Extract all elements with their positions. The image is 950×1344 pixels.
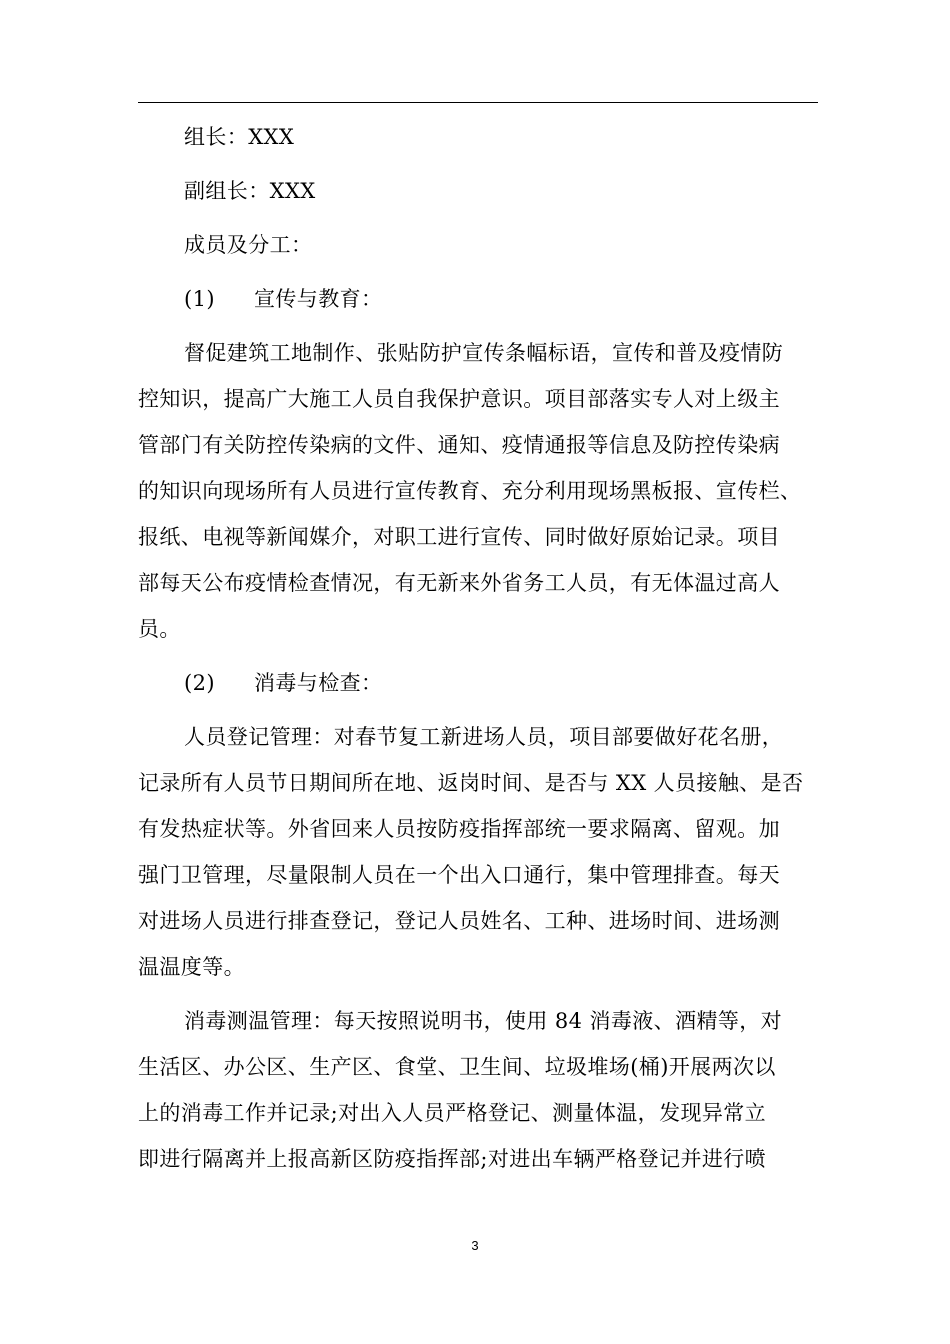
- section-1-paragraph: [138, 330, 828, 652]
- section-1-title: 宣传与教育：: [254, 287, 383, 311]
- members-heading: 成员及分工：: [184, 233, 313, 257]
- paragraph-line: 即进行隔离并上报高新区防疫指挥部;对进出车辆严格登记并进行喷: [138, 1147, 767, 1171]
- paragraph-line: 人员登记管理：对春节复工新进场人员，项目部要做好花名册，: [184, 725, 784, 749]
- section-2-title: 消毒与检查：: [254, 671, 383, 695]
- paragraph-line: 生活区、办公区、生产区、食堂、卫生间、垃圾堆场(桶)开展两次以: [138, 1055, 776, 1079]
- paragraph-line: 上的消毒工作并记录;对出入人员严格登记、测量体温，发现异常立: [138, 1101, 767, 1125]
- section-1-heading: [138, 276, 828, 322]
- paragraph-line: 员。: [138, 617, 181, 641]
- paragraph-line: 管部门有关防控传染病的文件、通知、疫情通报等信息及防控传染病: [138, 433, 780, 457]
- deputy-leader-line: 副组长：XXX: [184, 179, 316, 203]
- leader-line: 组长：XXX: [184, 125, 295, 149]
- paragraph-line: 温温度等。: [138, 955, 245, 979]
- paragraph-line: 对进场人员进行排查登记，登记人员姓名、工种、进场时间、进场测: [138, 909, 780, 933]
- paragraph-line: 强门卫管理，尽量限制人员在一个出入口通行，集中管理排查。每天: [138, 863, 780, 887]
- paragraph-line: 报纸、电视等新闻媒介，对职工进行宣传、同时做好原始记录。项目: [138, 525, 780, 549]
- paragraph-line: 的知识向现场所有人员进行宣传教育、充分利用现场黑板报、宣传栏、: [138, 479, 802, 503]
- paragraph-line: 消毒测温管理：每天按照说明书，使用 84 消毒液、酒精等，对: [184, 1009, 783, 1033]
- section-2-heading: [138, 660, 828, 706]
- document-body: [138, 114, 828, 1182]
- section-1-number: (1): [184, 287, 215, 311]
- section-2-number: (2): [184, 671, 215, 695]
- header-rule: [138, 102, 818, 103]
- paragraph-line: 控知识，提高广大施工人员自我保护意识。项目部落实专人对上级主: [138, 387, 780, 411]
- disinfection-paragraph: [138, 998, 828, 1182]
- paragraph-line: 督促建筑工地制作、张贴防护宣传条幅标语，宣传和普及疫情防: [184, 341, 784, 365]
- paragraph-line: 部每天公布疫情检查情况，有无新来外省务工人员，有无体温过高人: [138, 571, 780, 595]
- paragraph-line: 有发热症状等。外省回来人员按防疫指挥部统一要求隔离、留观。加: [138, 817, 780, 841]
- paragraph-line: 记录所有人员节日期间所在地、返岗时间、是否与 XX 人员接触、是否: [138, 771, 804, 795]
- page-number: 3: [471, 1238, 479, 1253]
- personnel-registration-paragraph: [138, 714, 828, 990]
